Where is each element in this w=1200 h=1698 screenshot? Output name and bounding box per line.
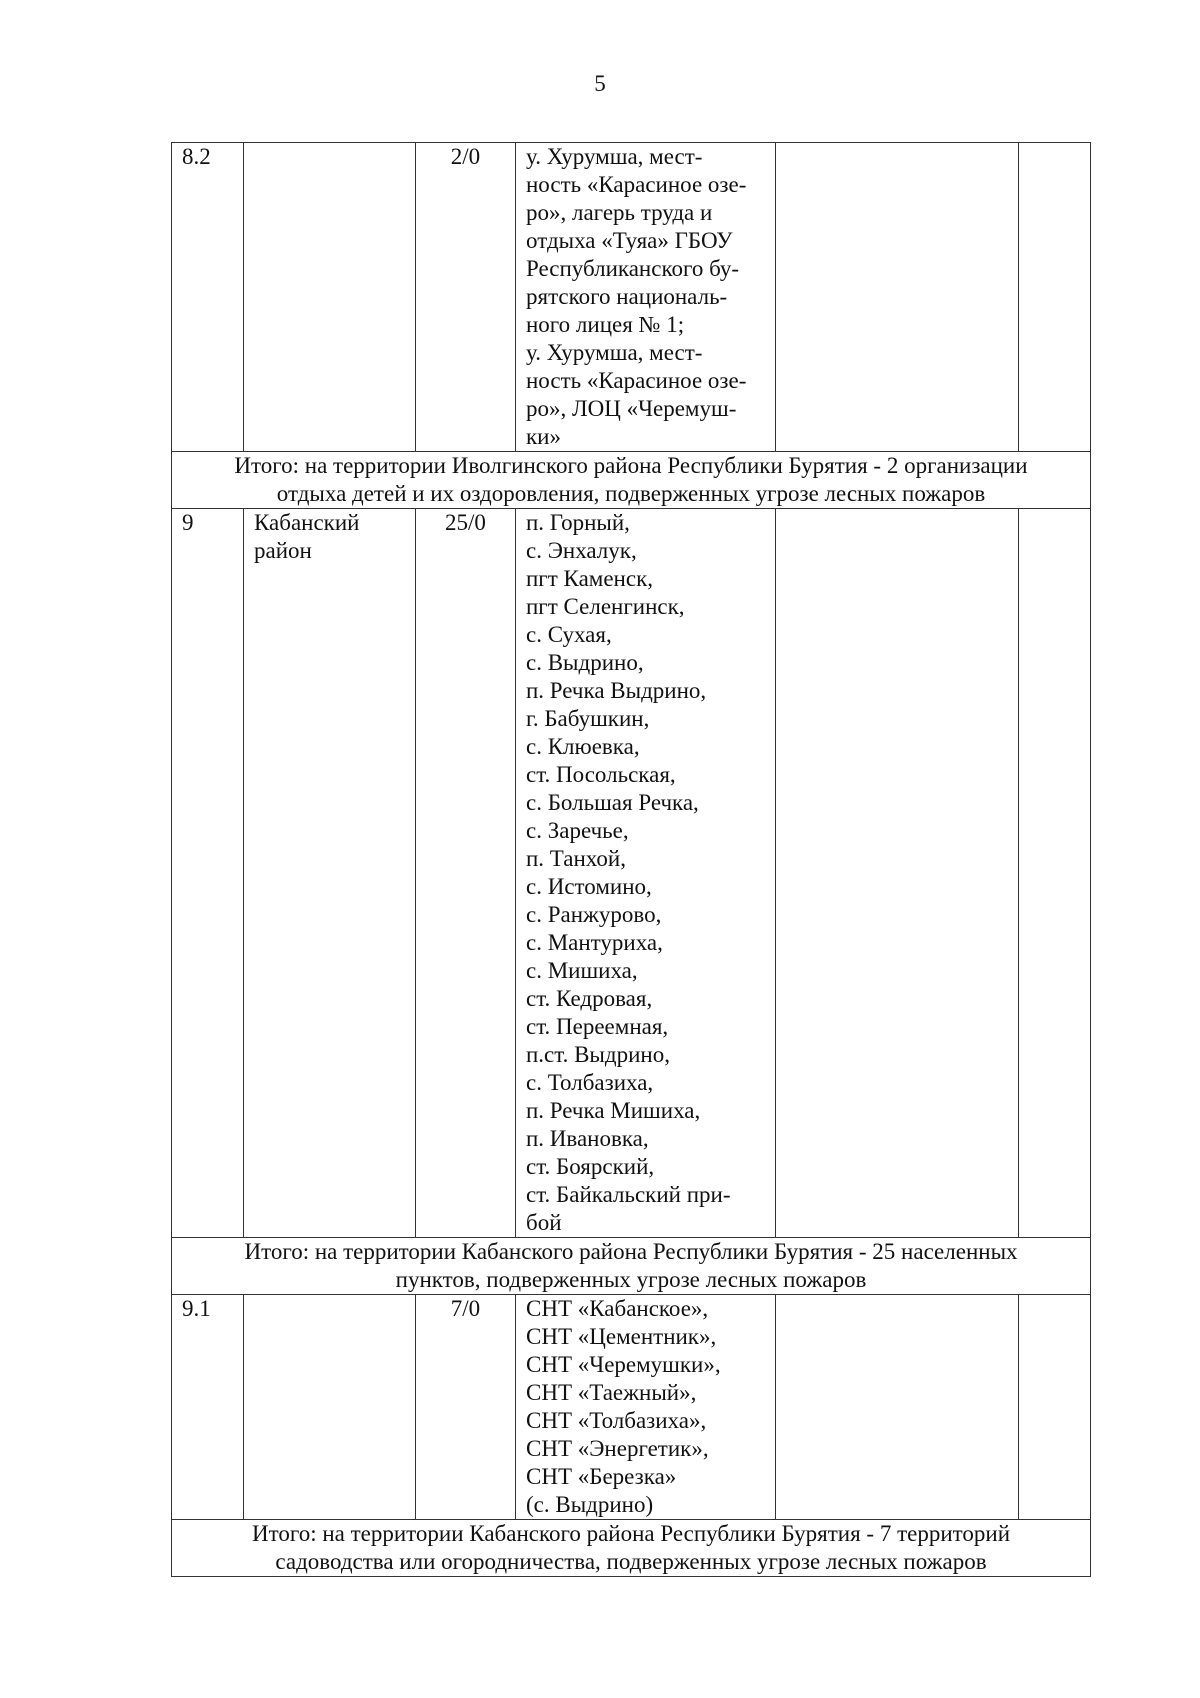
place-line: ность «Карасиное озе- bbox=[526, 368, 747, 393]
place-line: у. Хурумша, мест- bbox=[526, 144, 703, 169]
place-line: СНТ «Таежный», bbox=[526, 1380, 697, 1405]
total-row bbox=[172, 1520, 1091, 1577]
district-cell bbox=[244, 509, 416, 1238]
place-line: СНТ «Энергетик», bbox=[526, 1436, 709, 1461]
district-cell bbox=[244, 1295, 416, 1520]
places-cell bbox=[516, 509, 776, 1238]
district-line: район bbox=[254, 538, 312, 563]
row-number: 9 bbox=[172, 509, 244, 1238]
empty-cell bbox=[1019, 1295, 1091, 1520]
row-number: 8.2 bbox=[172, 143, 244, 452]
place-line: ст. Боярский, bbox=[526, 1154, 655, 1179]
row-number: 9.1 bbox=[172, 1295, 244, 1520]
place-line: п. Ивановка, bbox=[526, 1126, 649, 1151]
place-line: п. Танхой, bbox=[526, 846, 626, 871]
place-line: с. Толбазиха, bbox=[526, 1070, 654, 1095]
total-row bbox=[172, 1238, 1091, 1295]
place-line: ность «Карасиное озе- bbox=[526, 172, 747, 197]
total-line: садоводства или огородничества, подверженных угрозе лесных пожаров bbox=[275, 1549, 987, 1574]
place-line: Республиканского бу- bbox=[526, 256, 740, 281]
place-line: СНТ «Кабанское», bbox=[526, 1296, 709, 1321]
place-line: СНТ «Черемушки», bbox=[526, 1352, 721, 1377]
count-cell: 7/0 bbox=[416, 1295, 516, 1520]
total-line: Итого: на территории Кабанского района Республики Бурятия - 25 населенных bbox=[244, 1239, 1018, 1264]
place-line: с. Мишиха, bbox=[526, 958, 638, 983]
total-cell bbox=[172, 452, 1091, 509]
place-line: ст. Переемная, bbox=[526, 1014, 669, 1039]
place-line: отдыха «Туяа» ГБОУ bbox=[526, 228, 733, 253]
fire-threat-table bbox=[171, 142, 1091, 1577]
place-line: с. Мантуриха, bbox=[526, 930, 663, 955]
place-line: ки» bbox=[526, 424, 561, 449]
place-line: рятского националь- bbox=[526, 284, 728, 309]
place-line: СНТ «Толбазиха», bbox=[526, 1408, 707, 1433]
place-line: (с. Выдрино) bbox=[526, 1492, 654, 1517]
places-cell bbox=[516, 1295, 776, 1520]
place-line: с. Большая Речка, bbox=[526, 790, 699, 815]
place-line: ст. Посольская, bbox=[526, 762, 676, 787]
empty-cell bbox=[776, 1295, 1019, 1520]
place-line: п. Горный, bbox=[526, 510, 630, 535]
total-line: Итого: на территории Иволгинского района Республики Бурятия - 2 организации bbox=[234, 453, 1028, 478]
place-line: ро», лагерь труда и bbox=[526, 200, 713, 225]
place-line: пгт Каменск, bbox=[526, 566, 653, 591]
count-cell: 2/0 bbox=[416, 143, 516, 452]
place-line: ро», ЛОЦ «Черемуш- bbox=[526, 396, 737, 421]
place-line: пгт Селенгинск, bbox=[526, 594, 685, 619]
total-cell bbox=[172, 1238, 1091, 1295]
empty-cell bbox=[776, 143, 1019, 452]
place-line: п.ст. Выдрино, bbox=[526, 1042, 670, 1067]
place-line: с. Истомино, bbox=[526, 874, 652, 899]
place-line: г. Бабушкин, bbox=[526, 706, 650, 731]
place-line: с. Клюевка, bbox=[526, 734, 640, 759]
page-number: 5 bbox=[594, 71, 606, 96]
table-row bbox=[172, 143, 1091, 452]
place-line: ного лицея № 1; bbox=[526, 312, 685, 337]
district-cell bbox=[244, 143, 416, 452]
place-line: у. Хурумша, мест- bbox=[526, 340, 703, 365]
total-line: пунктов, подверженных угрозе лесных пожаров bbox=[395, 1267, 867, 1292]
total-line: Итого: на территории Кабанского района Республики Бурятия - 7 территорий bbox=[251, 1521, 1010, 1546]
table-row bbox=[172, 509, 1091, 1238]
total-cell bbox=[172, 1520, 1091, 1577]
place-line: СНТ «Цементник», bbox=[526, 1324, 717, 1349]
place-line: с. Энхалук, bbox=[526, 538, 637, 563]
total-line: отдыха детей и их оздоровления, подверженных угрозе лесных пожаров bbox=[276, 481, 986, 506]
place-line: бой bbox=[526, 1210, 562, 1235]
place-line: с. Ранжурово, bbox=[526, 902, 662, 927]
place-line: ст. Кедровая, bbox=[526, 986, 653, 1011]
table-row bbox=[172, 1295, 1091, 1520]
place-line: ст. Байкальский при- bbox=[526, 1182, 731, 1207]
place-line: с. Выдрино, bbox=[526, 650, 644, 675]
place-line: с. Заречье, bbox=[526, 818, 629, 843]
place-line: СНТ «Березка» bbox=[526, 1464, 677, 1489]
place-line: п. Речка Мишиха, bbox=[526, 1098, 701, 1123]
empty-cell bbox=[776, 509, 1019, 1238]
empty-cell bbox=[1019, 509, 1091, 1238]
count-cell: 25/0 bbox=[416, 509, 516, 1238]
district-line: Кабанский bbox=[254, 510, 360, 535]
empty-cell bbox=[1019, 143, 1091, 452]
place-line: с. Сухая, bbox=[526, 622, 612, 647]
places-cell bbox=[516, 143, 776, 452]
place-line: п. Речка Выдрино, bbox=[526, 678, 707, 703]
total-row bbox=[172, 452, 1091, 509]
